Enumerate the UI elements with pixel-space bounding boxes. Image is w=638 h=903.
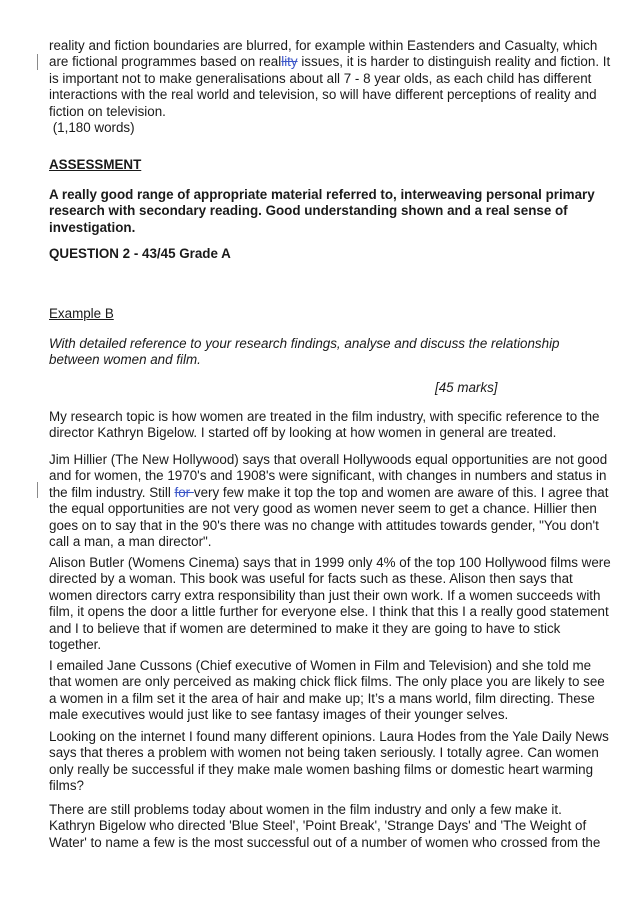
paragraph-butler: [49, 555, 611, 653]
text-run: issues, it is harder to distinguish reality and fiction. It: [297, 54, 611, 70]
text-line: film, it opens the door a little further for everyone else. I think that this I a really good statement: [49, 604, 609, 620]
text-line: With detailed reference to your research findings, analyse and discuss the relationship: [49, 336, 560, 351]
text-line: Kathryn Bigelow who directed 'Blue Steel', 'Point Break', 'Strange Days' and 'The Weight of: [49, 818, 587, 834]
text-line: a women in a film set it the area of hair and make up; It’s a mans world, film directing. These: [49, 690, 595, 706]
text-run: the film industry. Still: [49, 484, 175, 500]
text-line: women directors carry extra responsibility than just their own work. If a women succeeds with: [49, 587, 601, 603]
text-line: reality and fiction boundaries are blurred, for example within Eastenders and Casualty, which: [49, 38, 598, 53]
paragraph-cussons: [49, 658, 605, 724]
word-count: (1,180 words): [49, 120, 135, 136]
text-line: only really be successful if they make male women bashing films or domestic heart warming: [49, 761, 594, 777]
text-line: directed by a woman. This book was useful for facts such as these. Alison then says that: [49, 571, 573, 587]
text-line: Looking on the internet I found many different opinions. Laura Hodes from the Yale Daily News: [49, 729, 609, 744]
text-line: films?: [49, 778, 84, 794]
text-line: Alison Butler (Womens Cinema) says that in 1999 only 4% of the top 100 Hollywood films were: [49, 555, 611, 570]
text-line: and I to believe that if women are determined to make it they are going to have to stick: [49, 620, 561, 636]
text-line: male executives would just like to see fantasy images of their younger selves.: [49, 707, 509, 723]
text-line: There are still problems today about women in the film industry and only a few make it.: [49, 802, 562, 817]
question-text: [49, 336, 597, 369]
text-line: between women and film.: [49, 352, 201, 368]
assessment-heading: ASSESSMENT: [49, 157, 142, 172]
paragraph-bigelow: [49, 802, 601, 851]
text-line: Water' to name a few is the most successful out of a number of women who crossed from the: [49, 834, 601, 850]
text-line: My research topic is how women are treated in the film industry, with specific reference to the: [49, 409, 600, 424]
grade-line: QUESTION 2 - 43/45 Grade A: [49, 246, 231, 261]
text-line: call a man, a man director".: [49, 534, 212, 550]
text-line: the equal opportunities are not very good as women never seem to get a chance. Hillier then: [49, 501, 597, 517]
text-run: are fictional programmes based on real: [49, 54, 282, 70]
text-line: and for women, the 1970's and 1908's were significant, with changes in numbers and status in: [49, 468, 607, 484]
text-line: research with secondary reading. Good understanding shown and a real sense of: [49, 203, 568, 219]
example-heading: Example B: [49, 306, 114, 321]
text-line: [49, 484, 609, 501]
marks-label: [45 marks]: [435, 380, 498, 395]
text-line: [49, 54, 611, 70]
text-run: very few make it top the top and women are aware of this. I agree that: [193, 484, 609, 500]
text-line: is important not to make generalisations about all 7 - 8 year olds, as each child has different: [49, 70, 592, 86]
deleted-text: for: [174, 484, 194, 500]
text-line: goes on to say that in the 90's there was no change with attitudes towards gender, "You don't: [49, 517, 599, 533]
text-line: I emailed Jane Cussons (Chief executive of Women in Film and Television) and she told me: [49, 658, 592, 673]
text-line: investigation.: [49, 219, 136, 235]
text-line: Jim Hillier (The New Hollywood) says that overall Hollywoods equal opportunities are not good: [49, 452, 608, 467]
text-line: says that theres a problem with women not being taken seriously. I totally agree. Can women: [49, 745, 599, 761]
deleted-text: lity: [281, 54, 298, 70]
text-line: fiction on television.: [49, 103, 166, 119]
text-line: director Kathryn Bigelow. I started off by looking at how women in general are treated.: [49, 425, 557, 441]
paragraph-internet: [49, 729, 609, 795]
assessment-comment: [49, 187, 597, 236]
text-line: interactions with the real world and television, so will have different perceptions of reality and: [49, 87, 597, 103]
text-line: A really good range of appropriate material referred to, interweaving personal primary: [49, 187, 595, 202]
text-line: that women are only perceived as making chick flick films. The only place you are likely to see: [49, 674, 605, 690]
paragraph-hillier: [49, 452, 609, 550]
text-line: together.: [49, 637, 102, 653]
paragraph-topic: [49, 409, 600, 442]
paragraph-reality-fiction: [49, 38, 611, 136]
change-bar: [37, 482, 38, 498]
change-bar: [37, 54, 38, 70]
